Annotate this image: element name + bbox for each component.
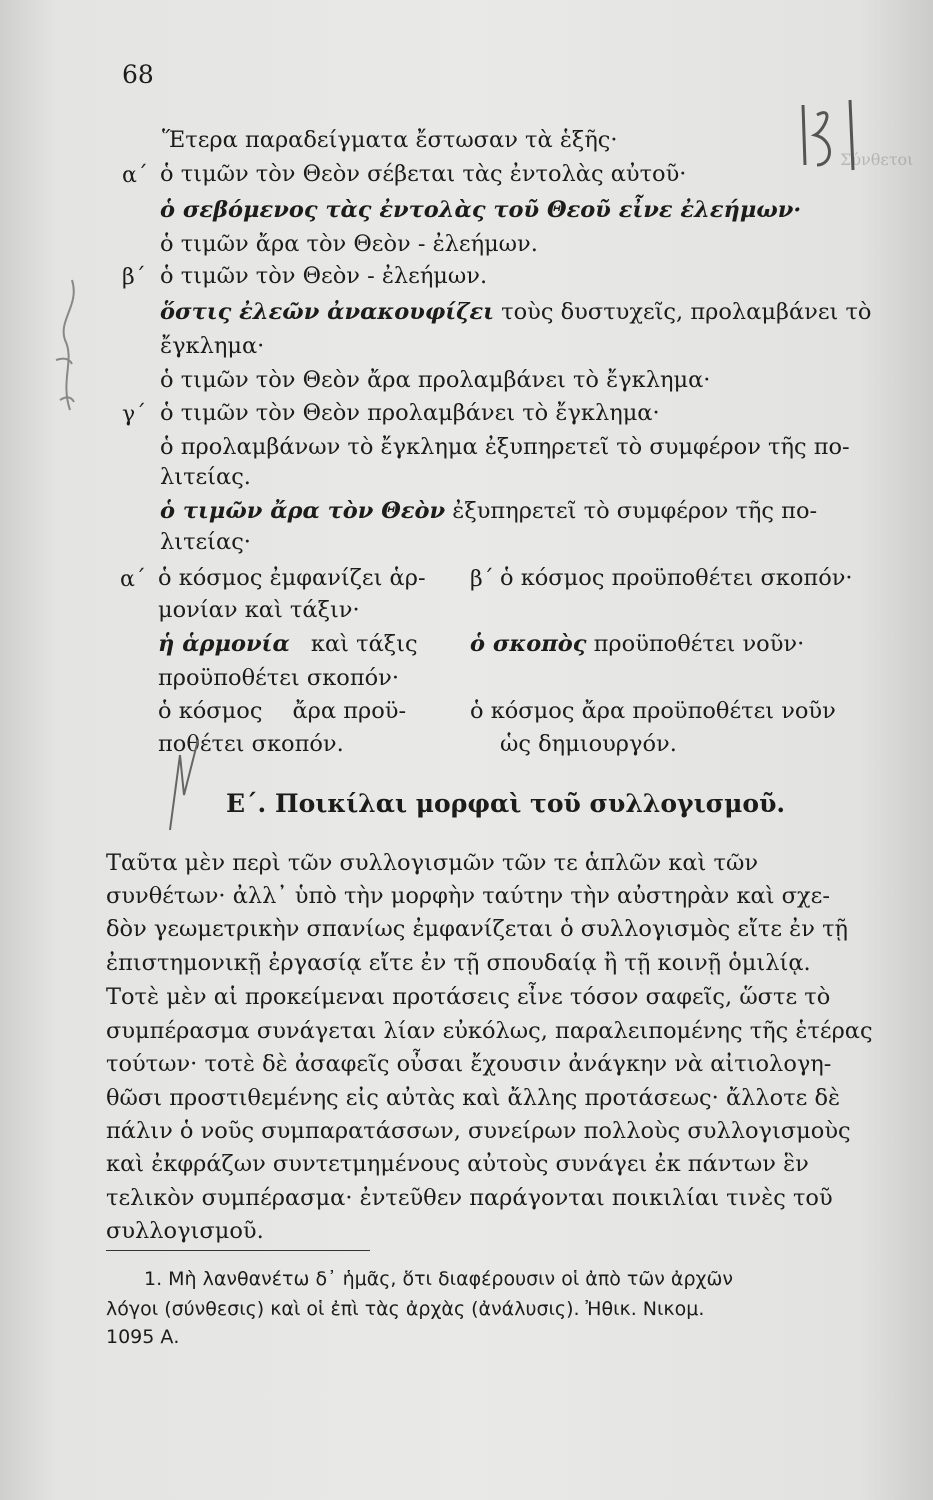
col-right-line2-rest: προϋποθέτει νοῦν· bbox=[586, 631, 805, 657]
example-c-line5: λιτείας· bbox=[160, 529, 251, 555]
col-right-line1: ὁ κόσμος προϋποθέτει σκοπόν· bbox=[500, 565, 853, 591]
page-number: 68 bbox=[122, 60, 154, 89]
example-c-line4 bbox=[160, 500, 817, 523]
example-c-line1: ὁ τιμῶν τὸν Θεὸν προλαμβάνει τὸ ἔγκλημα· bbox=[160, 400, 660, 426]
para-line-2: συνθέτων· ἀλλ᾽ ὑπὸ τὴν μορφὴν ταύτην τὴν αὐστηρὰν καὶ σχε- bbox=[106, 883, 830, 909]
col-left-line4: προϋποθέτει σκοπόν· bbox=[158, 665, 399, 691]
para-line-7: τούτων· τοτὲ δὲ ἀσαφεῖς οὖσαι ἔχουσιν ἀνάγκην νὰ αἰτιολογη- bbox=[106, 1051, 832, 1077]
example-b-line1: ὁ τιμῶν τὸν Θεὸν - ἐλεήμων. bbox=[160, 263, 488, 289]
footnote-rule bbox=[106, 1250, 370, 1251]
para-line-9: πάλιν ὁ νοῦς συμπαρατάσσων, συνείρων πολλοὺς συλλογισμοὺς bbox=[106, 1118, 851, 1144]
col-left-line5-b: ἄρα προϋ- bbox=[292, 698, 407, 724]
col-left-line3 bbox=[158, 633, 418, 656]
example-c-line4-rest: ἐξυπηρετεῖ τὸ συμφέρον τῆς πο- bbox=[445, 498, 818, 524]
example-b-line2 bbox=[160, 301, 871, 324]
col-right-line4: ὡς δημιουργόν. bbox=[500, 731, 677, 757]
para-line-12: συλλογισμοῦ. bbox=[106, 1218, 264, 1244]
handwritten-scribble-icon bbox=[150, 735, 210, 835]
para-line-10: καὶ ἐκφράζων συντετμημένους αὐτοὺς συνάγει ἐκ πάντων ἓν bbox=[106, 1151, 809, 1177]
col-left-line6: ποθέτει σκοπόν. bbox=[158, 731, 344, 757]
margin-page-mark-icon bbox=[795, 95, 865, 175]
col-right-line2 bbox=[470, 633, 804, 656]
example-c-line3: λιτείας. bbox=[160, 464, 251, 490]
example-a-line3: ὁ τιμῶν ἄρα τὸν Θεὸν - ἐλεήμων. bbox=[160, 231, 538, 257]
para-line-1: Ταῦτα μὲν περὶ τῶν συλλογισμῶν τῶν τε ἁπλῶν καὶ τῶν bbox=[106, 850, 759, 876]
footnote-line-3: 1095 Α. bbox=[106, 1326, 180, 1348]
col-left-mark: α΄ bbox=[120, 567, 146, 592]
para-line-3: δὸν γεωμετρικὴν σπανίως ἐμφανίζεται ὁ συλλογισμὸς εἴτε ἐν τῇ bbox=[106, 916, 848, 942]
col-left-line1: ὁ κόσμος ἐμφανίζει ἁρ- bbox=[158, 565, 426, 591]
example-c-mark: γ΄ bbox=[122, 402, 147, 427]
para-line-5: Τοτὲ μὲν αἱ προκείμεναι προτάσεις εἶνε τόσον σαφεῖς, ὥστε τὸ bbox=[106, 984, 831, 1010]
col-left-line5 bbox=[158, 700, 406, 723]
example-c-line4-bold: ὁ τιμῶν ἄρα τὸν Θεὸν bbox=[160, 498, 446, 524]
col-right-line2-bold: ὁ σκοπὸς bbox=[470, 631, 587, 657]
example-b-line4: ὁ τιμῶν τὸν Θεὸν ἄρα προλαμβάνει τὸ ἔγκλημα· bbox=[160, 367, 711, 393]
col-left-line3-bold: ἡ ἁρμονία bbox=[158, 631, 290, 657]
col-left-line2: μονίαν καὶ τάξιν· bbox=[158, 597, 360, 623]
example-b-line2-bold: ὅστις ἐλεῶν ἀνακουφίζει bbox=[160, 299, 495, 325]
para-line-4: ἐπιστημονικῇ ἐργασίᾳ εἴτε ἐν τῇ σπουδαίᾳ ἢ τῇ κοινῇ ὁμιλίᾳ. bbox=[106, 950, 811, 976]
col-left-line3-rest: καὶ τάξις bbox=[303, 631, 418, 657]
section-heading: Ε΄. Ποικίλαι μορφαὶ τοῦ συλλογισμοῦ. bbox=[226, 789, 786, 818]
example-a-mark: α΄ bbox=[122, 163, 148, 188]
example-b-line2-rest: τοὺς δυστυχεῖς, προλαμβάνει τὸ bbox=[494, 299, 872, 325]
para-line-6: συμπέρασμα συνάγεται λίαν εὐκόλως, παραλειπομένης τῆς ἑτέρας bbox=[106, 1018, 873, 1044]
footnote-line-1: 1. Μὴ λανθανέτω δ᾽ ἡμᾶς, ὅτι διαφέρουσιν οἱ ἀπὸ τῶν ἀρχῶν bbox=[144, 1268, 734, 1290]
handwritten-margin-note-icon bbox=[30, 260, 100, 420]
para-line-11: τελικὸν συμπέρασμα· ἐντεῦθεν παράγονται ποικιλίαι τινὲς τοῦ bbox=[106, 1185, 833, 1211]
para-line-8: θῶσι προστιθεμένης εἰς αὐτὰς καὶ ἄλλης προτάσεως· ἄλλοτε δὲ bbox=[106, 1085, 841, 1111]
intro-line: Ἕτερα παραδείγματα ἔστωσαν τὰ ἑξῆς· bbox=[162, 127, 618, 153]
example-a-line2: ὁ σεβόμενος τὰς ἐντολὰς τοῦ Θεοῦ εἶνε ἐλεήμων· bbox=[160, 197, 802, 223]
col-right-mark: β΄ bbox=[470, 567, 494, 592]
example-a-line1: ὁ τιμῶν τὸν Θεὸν σέβεται τὰς ἐντολὰς αὐτοῦ· bbox=[160, 161, 687, 187]
example-c-line2: ὁ προλαμβάνων τὸ ἔγκλημα ἐξυπηρετεῖ τὸ συμφέρον τῆς πο- bbox=[160, 434, 850, 460]
col-right-line3: ὁ κόσμος ἄρα προϋποθέτει νοῦν bbox=[470, 698, 836, 724]
example-b-line3: ἔγκλημα· bbox=[160, 333, 265, 359]
example-b-mark: β΄ bbox=[122, 265, 146, 290]
col-left-line5-a: ὁ κόσμος bbox=[158, 698, 263, 724]
bleed-through-text: Σύνθετοι bbox=[840, 150, 914, 169]
footnote-line-2: λόγοι (σύνθεσις) καὶ οἱ ἐπὶ τὰς ἀρχὰς (ἀνάλυσις). Ἠθικ. Νικομ. bbox=[106, 1298, 705, 1320]
